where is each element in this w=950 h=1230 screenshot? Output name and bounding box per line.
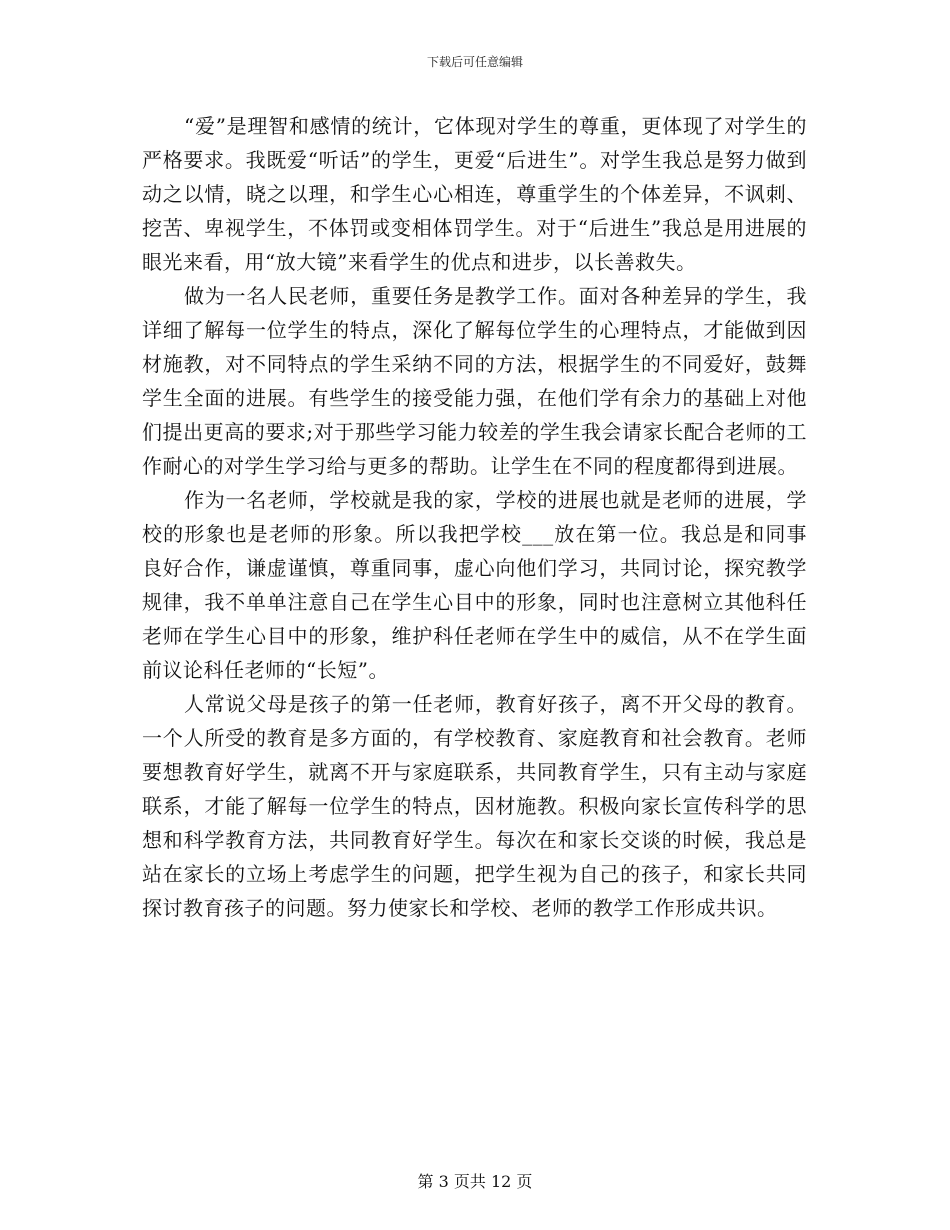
paragraph-school-colleagues: 作为一名老师，学校就是我的家，学校的进展也就是老师的进展，学校的形象也是老师的形象。所以我把学校___放在第一位。我总是和同事良好合作，谦虚谨慎，尊重同事，虚心向他们学习，共同讨论，探究教学规律，我不单单注意自己在学生心目中的形象，同时也注意树立其他科任老师在学生心目中的形象，维护科任老师在学生中的威信，从不在学生面前议论科任老师的“长短”。 — [142, 488, 807, 682]
paragraph-family-education: 人常说父母是孩子的第一任老师，教育好孩子，离不开父母的教育。一个人所受的教育是多方面的，有学校教育、家庭教育和社会教育。老师要想教育好学生，就离不开与家庭联系，共同教育学生，只有主动与家庭联系，才能了解每一位学生的特点，因材施教。积极向家长宣传科学的思想和科学教育方法，共同教育好学生。每次在和家长交谈的时候，我总是站在家长的立场上考虑学生的问题，把学生视为自己的孩子，和家长共同探讨教育孩子的问题。努力使家长和学校、老师的教学工作形成共识。 — [142, 692, 807, 920]
page-number-footer: 第 3 页共 12 页 — [417, 1172, 533, 1191]
page-header-note: 下载后可任意编辑 — [426, 55, 523, 69]
document-body — [142, 109, 807, 925]
paragraph-love-students: “爱”是理智和感情的统计，它体现对学生的尊重，更体现了对学生的严格要求。我既爱“听话”的学生，更爱“后进生”。对学生我总是努力做到动之以情，晓之以理，和学生心心相连，尊重学生的个体差异，不讽刺、挖苦、卑视学生，不体罚或变相体罚学生。对于“后进生”我总是用进展的眼光来看，用“放大镜”来看学生的优点和进步，以长善救失。 — [142, 114, 807, 274]
paragraph-teaching-work: 做为一名人民老师，重要任务是教学工作。面对各种差异的学生，我详细了解每一位学生的特点，深化了解每位学生的心理特点，才能做到因材施教，对不同特点的学生采纳不同的方法，根据学生的不同爱好，鼓舞学生全面的进展。有些学生的接受能力强，在他们学有余力的基础上对他们提出更高的要求;对于那些学习能力较差的学生我会请家长配合老师的工作耐心的对学生学习给与更多的帮助。让学生在不同的程度都得到进展。 — [142, 284, 807, 478]
